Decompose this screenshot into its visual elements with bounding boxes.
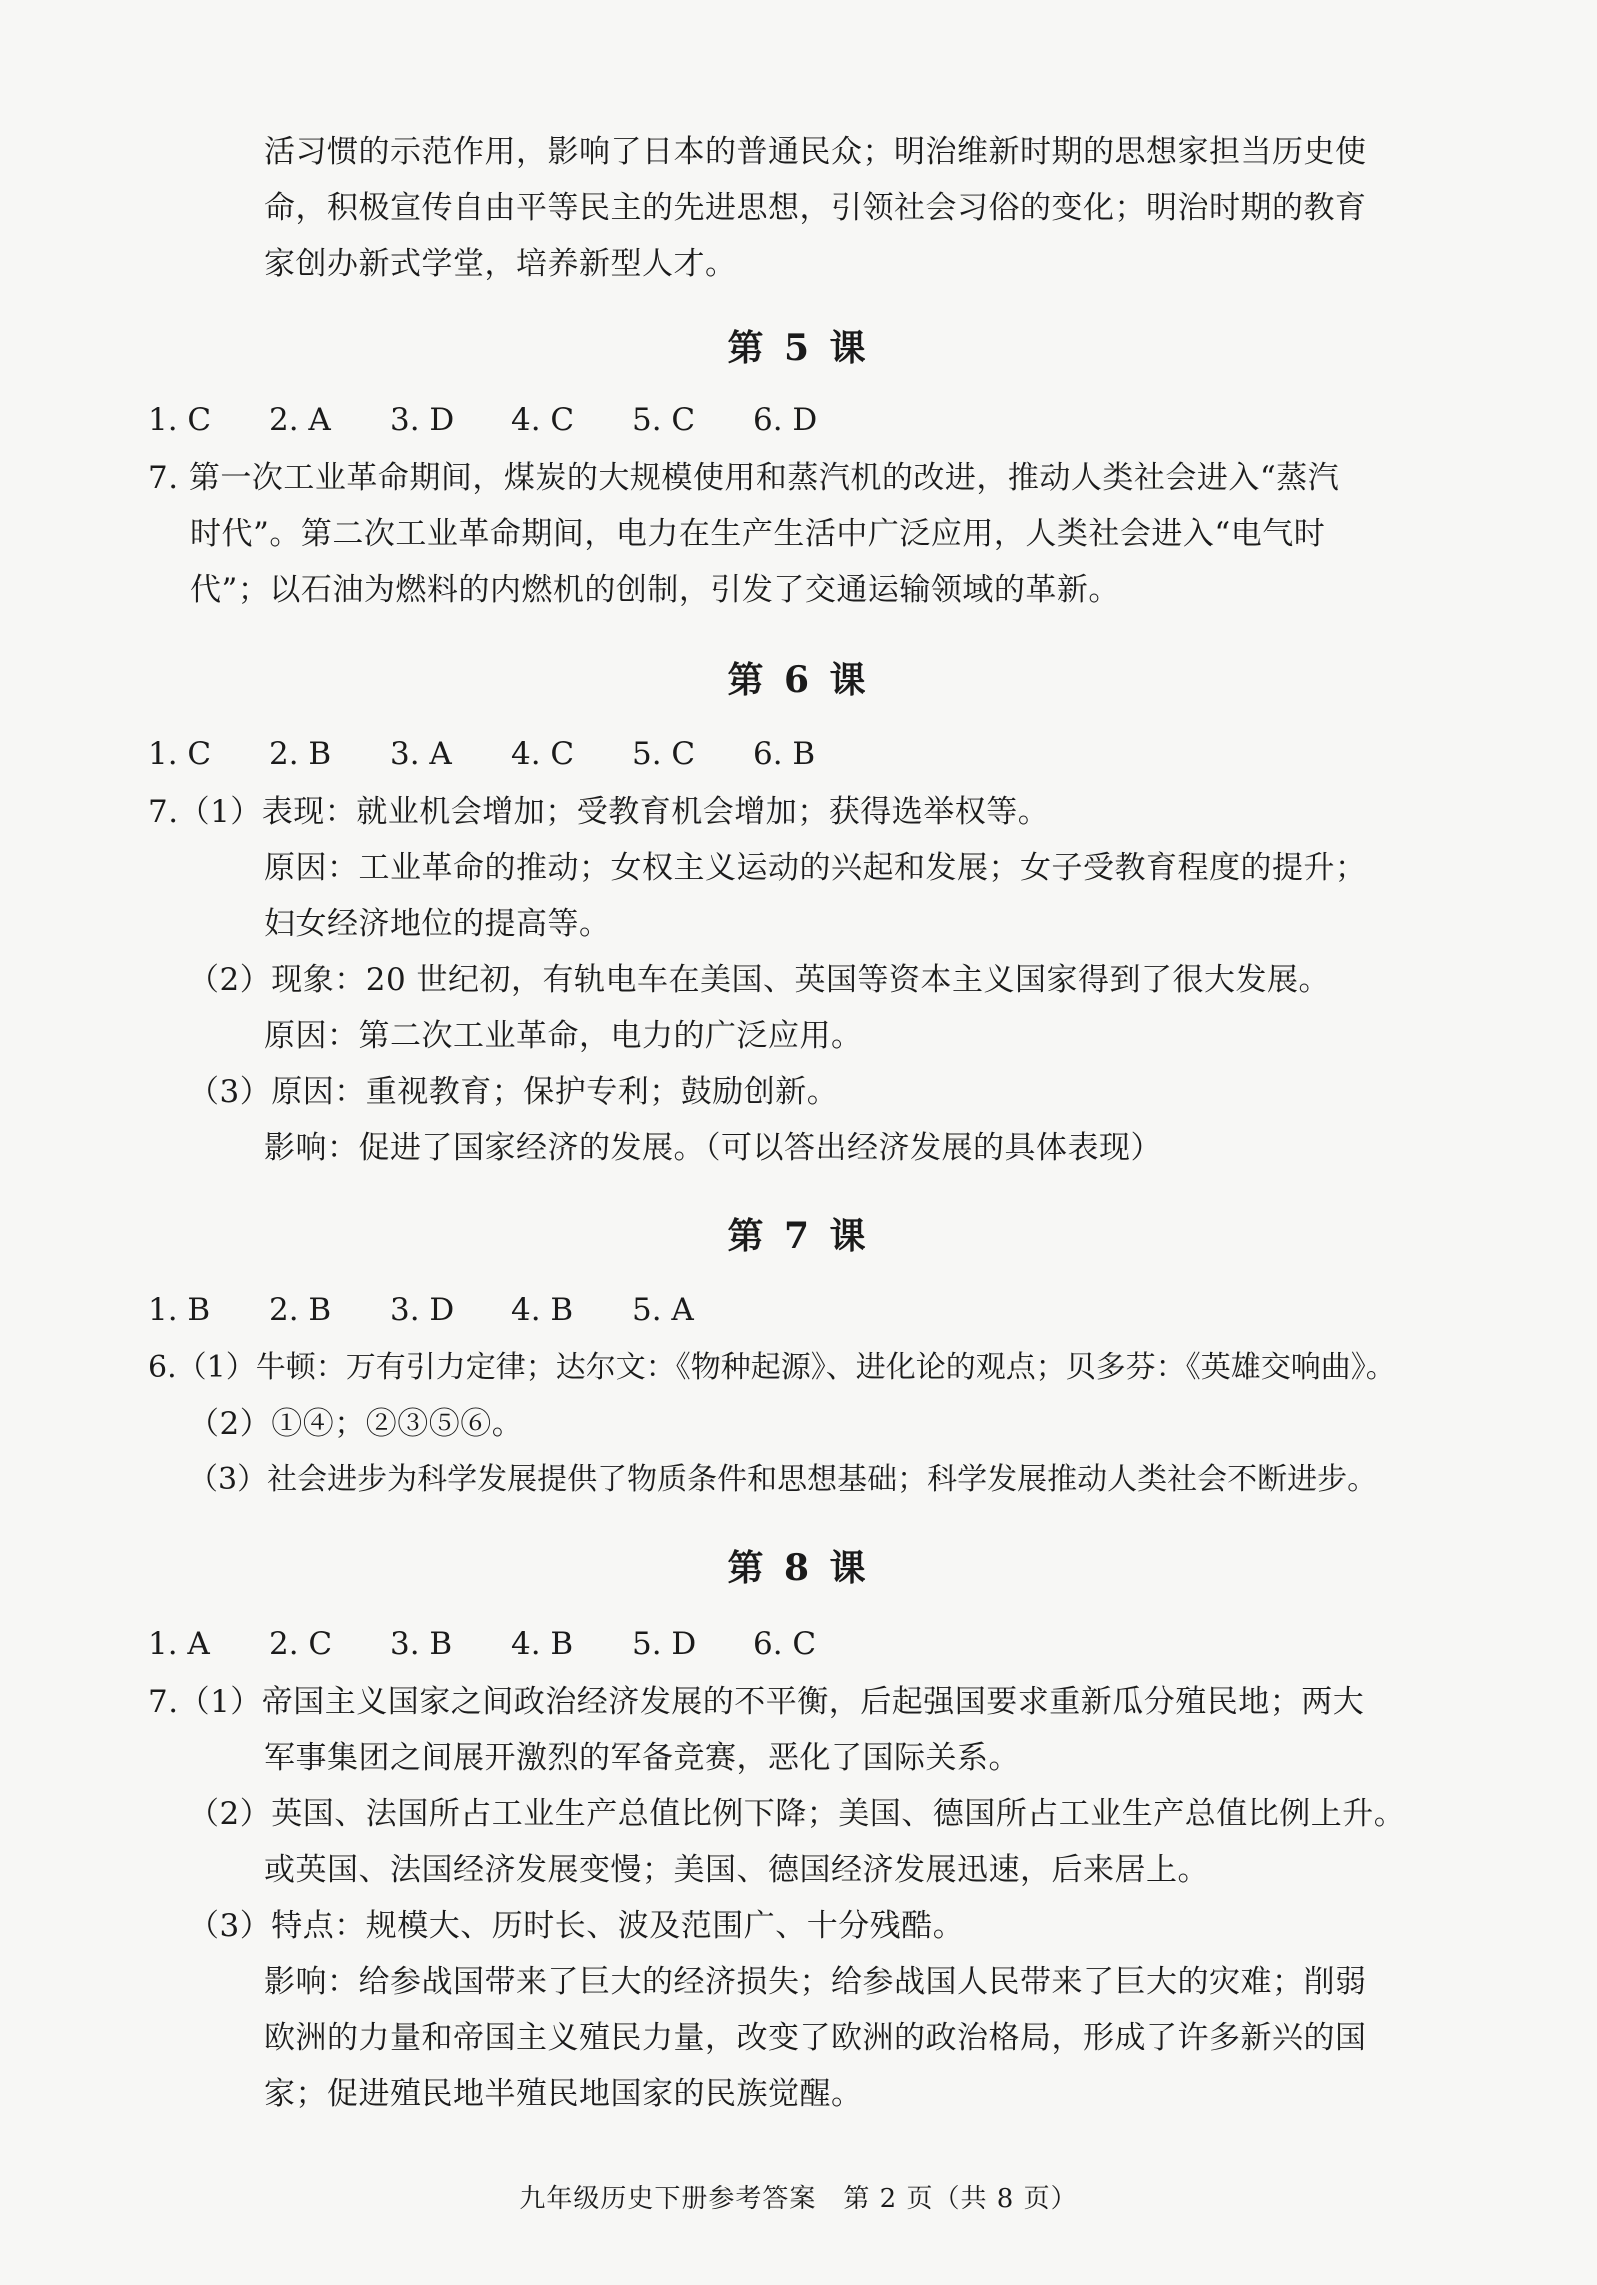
lesson-8-line: 家；促进殖民地半殖民地国家的民族觉醒。 bbox=[264, 2076, 863, 2112]
answer-item: 3. D bbox=[390, 1292, 455, 1328]
lesson-8-line: 影响：给参战国带来了巨大的经济损失；给参战国人民带来了巨大的灾难；削弱 bbox=[264, 1964, 1367, 2000]
intro-line: 家创办新式学堂，培养新型人才。 bbox=[264, 246, 737, 282]
answer-item: 6. D bbox=[753, 402, 818, 438]
answer-item: 5. C bbox=[632, 402, 696, 438]
answer-item: 5. C bbox=[632, 736, 696, 772]
answer-item: 4. B bbox=[511, 1626, 574, 1662]
answer-item: 2. A bbox=[269, 402, 331, 438]
intro-line: 活习惯的示范作用，影响了日本的普通民众；明治维新时期的思想家担当历史使 bbox=[264, 134, 1367, 170]
answer-item: 2. B bbox=[269, 736, 332, 772]
lesson-8-line: 或英国、法国经济发展变慢；美国、德国经济发展迅速，后来居上。 bbox=[264, 1852, 1209, 1888]
lesson-7-line: （2）①④；②③⑤⑥。 bbox=[188, 1406, 524, 1442]
lesson-5-heading: 第 5 课 bbox=[727, 327, 870, 369]
lesson-6-line: 7.（1）表现：就业机会增加；受教育机会增加；获得选举权等。 bbox=[148, 794, 1050, 830]
lesson-8-line: 军事集团之间展开激烈的军备竞赛，恶化了国际关系。 bbox=[264, 1740, 1020, 1776]
lesson-5-line: 7. 第一次工业革命期间，煤炭的大规模使用和蒸汽机的改进，推动人类社会进入“蒸汽 bbox=[148, 460, 1340, 496]
answer-item: 5. A bbox=[632, 1292, 694, 1328]
answer-item: 4. C bbox=[511, 402, 575, 438]
lesson-8-line: 7.（1）帝国主义国家之间政治经济发展的不平衡，后起强国要求重新瓜分殖民地；两大 bbox=[148, 1684, 1365, 1720]
lesson-8-heading: 第 8 课 bbox=[727, 1547, 870, 1589]
lesson-8-line: （3）特点：规模大、历时长、波及范围广、十分残酷。 bbox=[188, 1908, 965, 1944]
intro-line: 命，积极宣传自由平等民主的先进思想，引领社会习俗的变化；明治时期的教育 bbox=[264, 190, 1367, 226]
lesson-6-heading: 第 6 课 bbox=[727, 659, 870, 701]
page-footer: 九年级历史下册参考答案 第 2 页（共 8 页） bbox=[519, 2184, 1078, 2214]
lesson-5-answers bbox=[148, 402, 874, 438]
lesson-7-line: （3）社会进步为科学发展提供了物质条件和思想基础；科学发展推动人类社会不断进步。 bbox=[188, 1462, 1378, 1497]
answer-item: 2. C bbox=[269, 1626, 333, 1662]
answer-item: 3. D bbox=[390, 402, 455, 438]
lesson-6-line: 原因：工业革命的推动；女权主义运动的兴起和发展；女子受教育程度的提升； bbox=[264, 850, 1367, 886]
lesson-6-line: 原因：第二次工业革命，电力的广泛应用。 bbox=[264, 1018, 863, 1054]
answer-item: 3. B bbox=[390, 1626, 453, 1662]
answer-item: 1. A bbox=[148, 1626, 210, 1662]
answer-item: 6. B bbox=[753, 736, 816, 772]
answer-item: 1. C bbox=[148, 736, 212, 772]
answer-item: 5. D bbox=[632, 1626, 697, 1662]
lesson-7-answers bbox=[148, 1292, 753, 1328]
lesson-5-line: 代”；以石油为燃料的内燃机的创制，引发了交通运输领域的革新。 bbox=[190, 572, 1120, 608]
answer-item: 6. C bbox=[753, 1626, 817, 1662]
lesson-8-line: （2）英国、法国所占工业生产总值比例下降；美国、德国所占工业生产总值比例上升。 bbox=[188, 1796, 1406, 1832]
lesson-6-line: 影响：促进了国家经济的发展。（可以答出经济发展的具体表现） bbox=[264, 1130, 1162, 1166]
answer-item: 4. C bbox=[511, 736, 575, 772]
lesson-6-line: （2）现象：20 世纪初，有轨电车在美国、英国等资本主义国家得到了很大发展。 bbox=[188, 962, 1331, 998]
lesson-6-answers bbox=[148, 736, 874, 772]
answer-item: 3. A bbox=[390, 736, 452, 772]
lesson-5-line: 时代”。第二次工业革命期间，电力在生产生活中广泛应用，人类社会进入“电气时 bbox=[190, 516, 1326, 552]
lesson-6-line: 妇女经济地位的提高等。 bbox=[264, 906, 611, 942]
lesson-8-answers bbox=[148, 1626, 874, 1662]
lesson-7-line: 6.（1）牛顿：万有引力定律；达尔文：《物种起源》、进化论的观点；贝多芬：《英雄交响曲》。 bbox=[148, 1350, 1396, 1385]
answer-item: 1. C bbox=[148, 402, 212, 438]
answer-item: 2. B bbox=[269, 1292, 332, 1328]
lesson-7-heading: 第 7 课 bbox=[727, 1215, 870, 1257]
lesson-6-line: （3）原因：重视教育；保护专利；鼓励创新。 bbox=[188, 1074, 839, 1110]
lesson-8-line: 欧洲的力量和帝国主义殖民力量，改变了欧洲的政治格局，形成了许多新兴的国 bbox=[264, 2020, 1367, 2056]
answer-item: 4. B bbox=[511, 1292, 574, 1328]
answer-item: 1. B bbox=[148, 1292, 211, 1328]
